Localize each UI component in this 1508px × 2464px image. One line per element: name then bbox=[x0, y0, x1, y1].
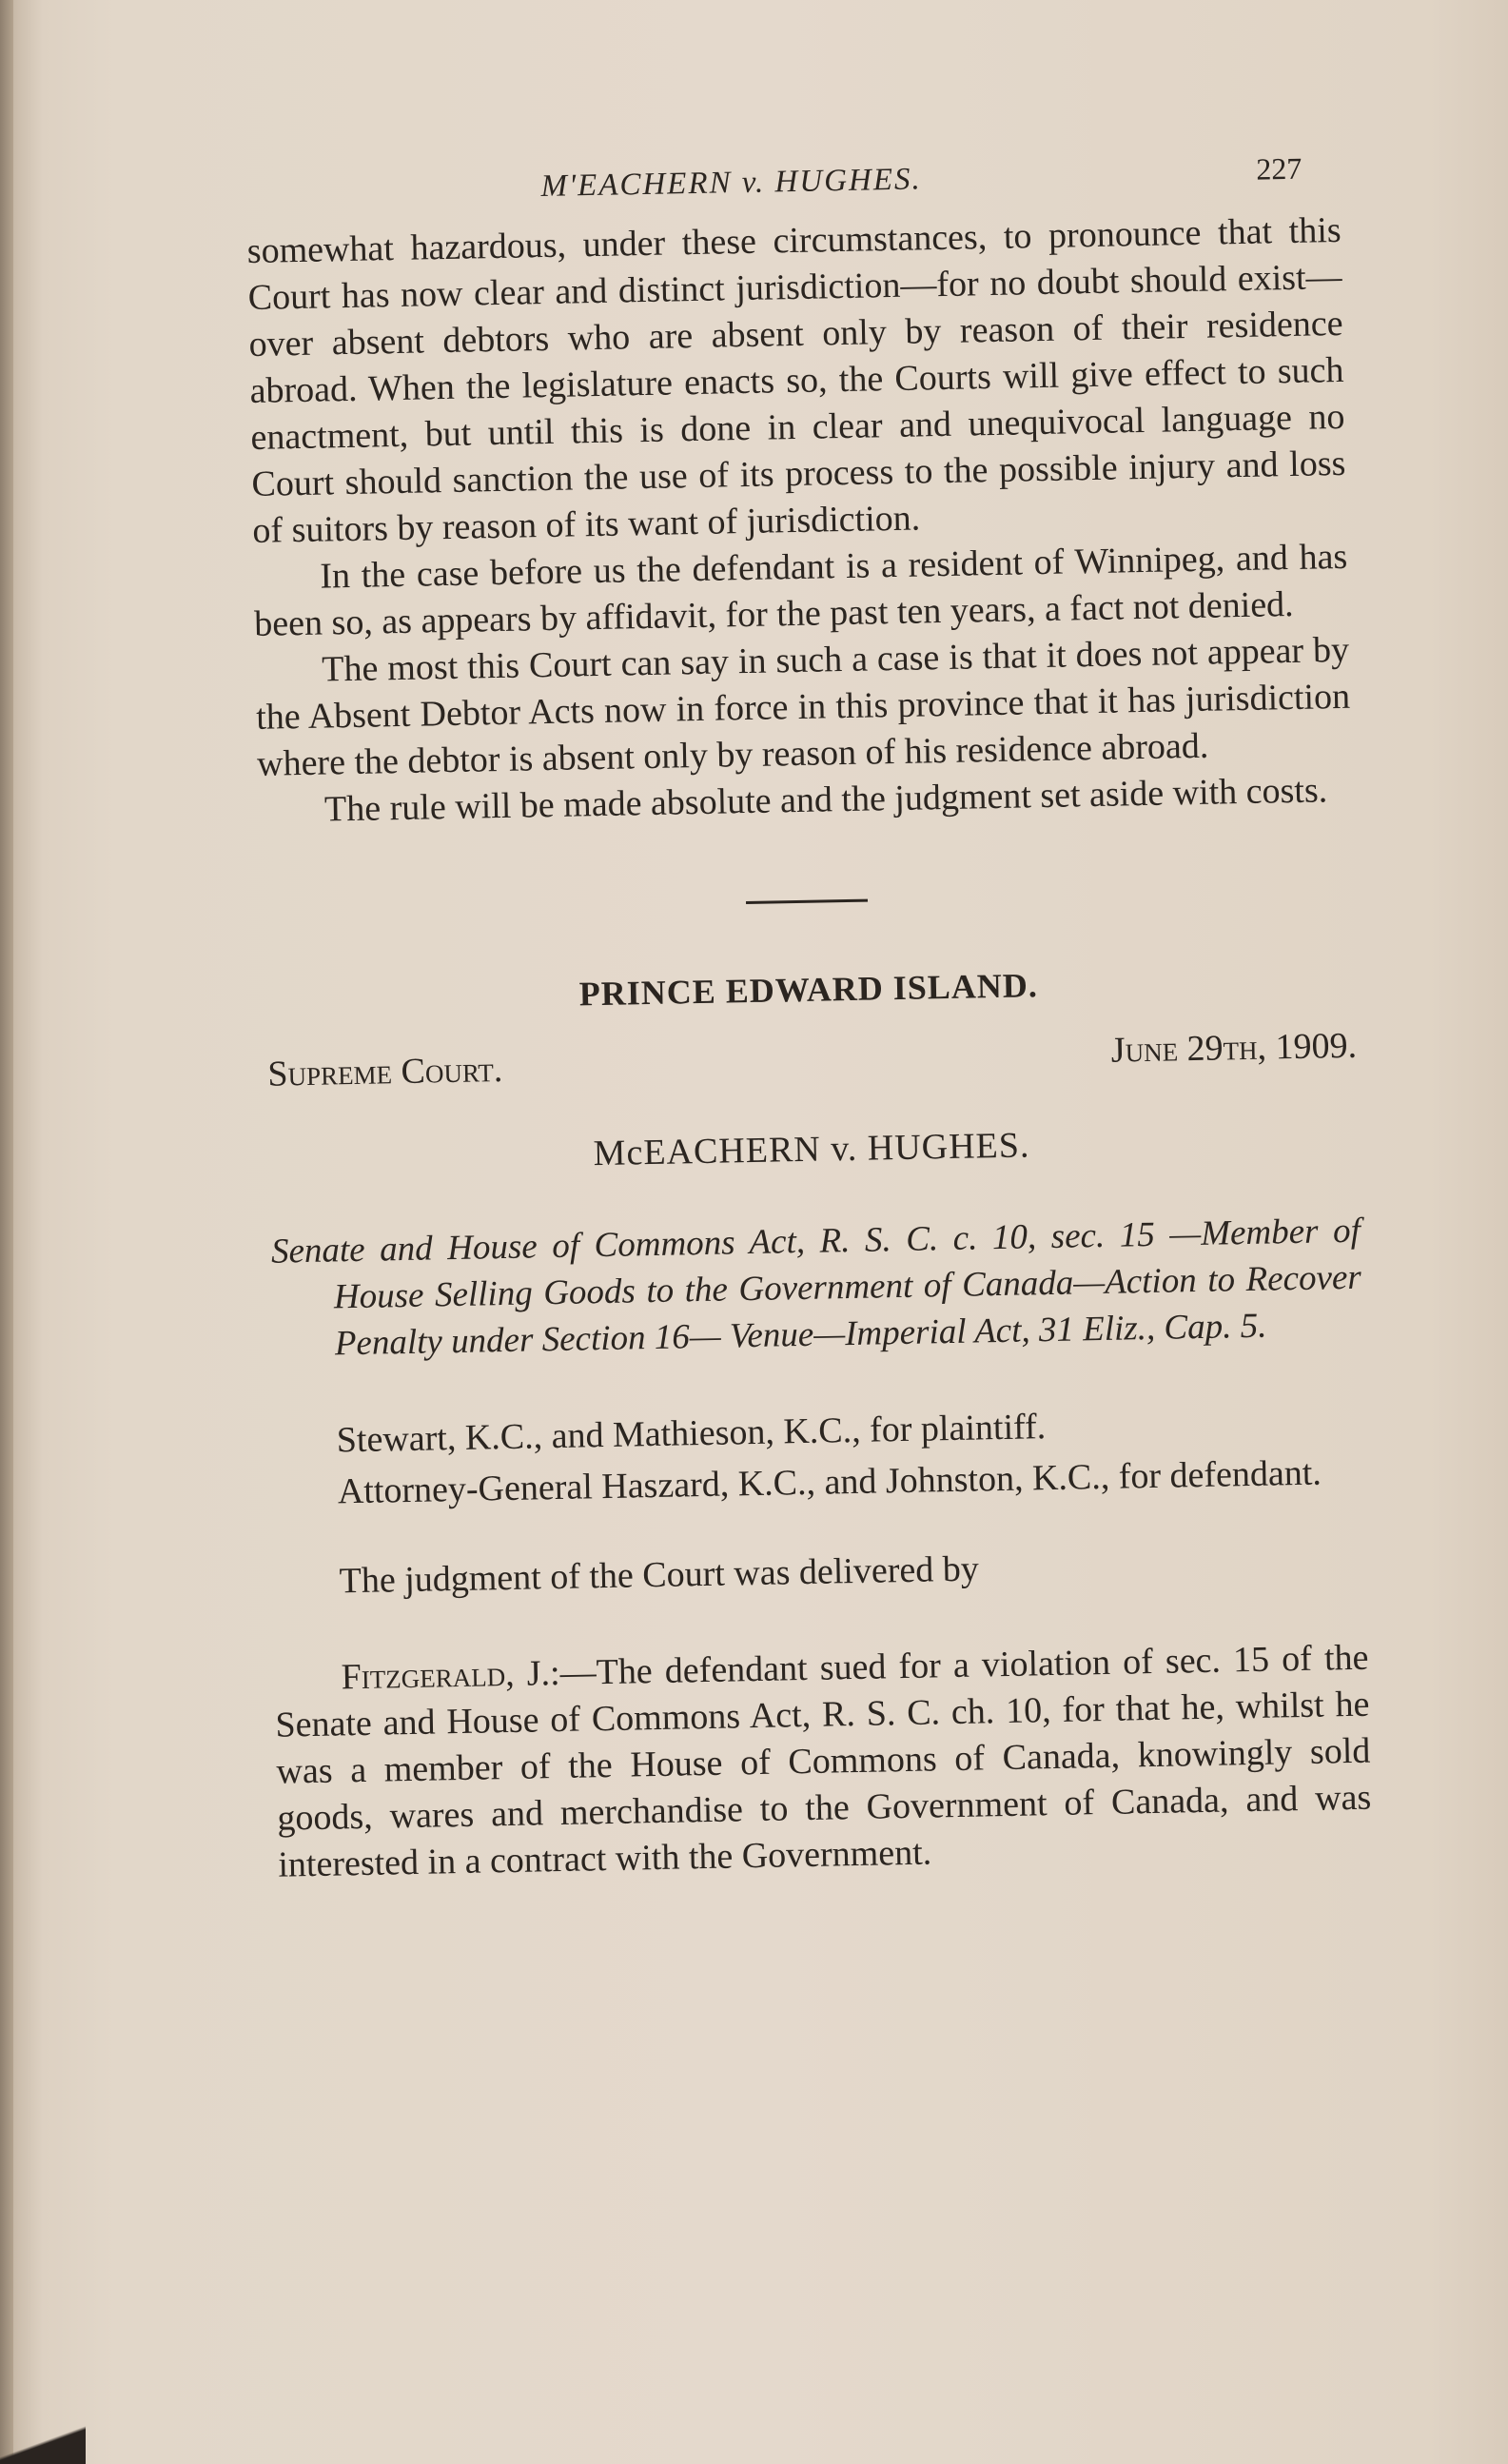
page-content bbox=[245, 141, 1373, 1889]
jurisdiction-heading: PRINCE EDWARD ISLAND. bbox=[578, 966, 1039, 1014]
court-date-line bbox=[263, 1025, 1358, 1101]
page-corner-shadow bbox=[0, 2426, 86, 2464]
headnote: Senate and House of Commons Act, R. S. C. c. 10, sec. 15 —Member of House Selling Goods to the Government of Canada—Action to Recover Penalty under Section 16— Venue—Imperial Act, 31 Eliz., Cap. 5. bbox=[270, 1211, 1362, 1364]
judge-name: Fitzgerald, J. bbox=[341, 1653, 551, 1698]
counsel-plaintiff: Stewart, K.C., and Mathieson, K.C., for plaintiff. bbox=[336, 1407, 1047, 1461]
paragraph-continued: somewhat hazardous, under these circumstances, to pronounce that this Court has now clear and distinct jurisdiction—for no doubt should exist—over absent debtors who are absent only by reason of their residence abroad. When the legislature enacts so, the Courts will give effect to such enactment, but until this is done in clear and unequivocal language no Court should sanction the use of its process to the possible injury and loss of suitors by reason of its want of jurisdiction. bbox=[246, 209, 1346, 551]
judgment-delivered-line: The judgment of the Court was delivered by bbox=[339, 1548, 980, 1602]
court-name: Supreme Court. bbox=[267, 1049, 503, 1094]
opinion-text: :—The defendant sued for a violation of sec. 15 of the Senate and House of Commons Act, R. S. C. ch. 10, for that he, whilst he was a member of the House of Commons of Canada, knowingly sold goods, wares and merchandise to the Government of Canada, and was interested in a contract with the Government. bbox=[275, 1637, 1372, 1885]
paragraph-jurisdiction: The most this Court can say in such a case is that it does not appear by the Absent Debtor Acts now in force in this province that it has jurisdiction where the debtor is absent only by reason of his residence abroad. bbox=[255, 629, 1351, 784]
opinion-paragraph bbox=[274, 1635, 1372, 1889]
section-divider bbox=[746, 899, 868, 904]
counsel-defendant: Attorney-General Haszard, K.C., and Johnston, K.C., for defendant. bbox=[337, 1452, 1322, 1512]
paragraph-ruling: The rule will be made absolute and the judgment set aside with costs. bbox=[323, 770, 1328, 830]
page-number: 227 bbox=[1255, 150, 1302, 187]
decision-date: June 29th, 1909. bbox=[1110, 1025, 1358, 1071]
paragraph-residence: In the case before us the defendant is a resident of Winnipeg, and has been so, as appears by affidavit, for the past ten years, a fact not denied. bbox=[253, 536, 1348, 644]
case-title: McEACHERN v. HUGHES. bbox=[593, 1125, 1030, 1174]
book-spine bbox=[0, 0, 13, 2464]
running-head: M'EACHERN v. HUGHES. bbox=[540, 162, 923, 205]
